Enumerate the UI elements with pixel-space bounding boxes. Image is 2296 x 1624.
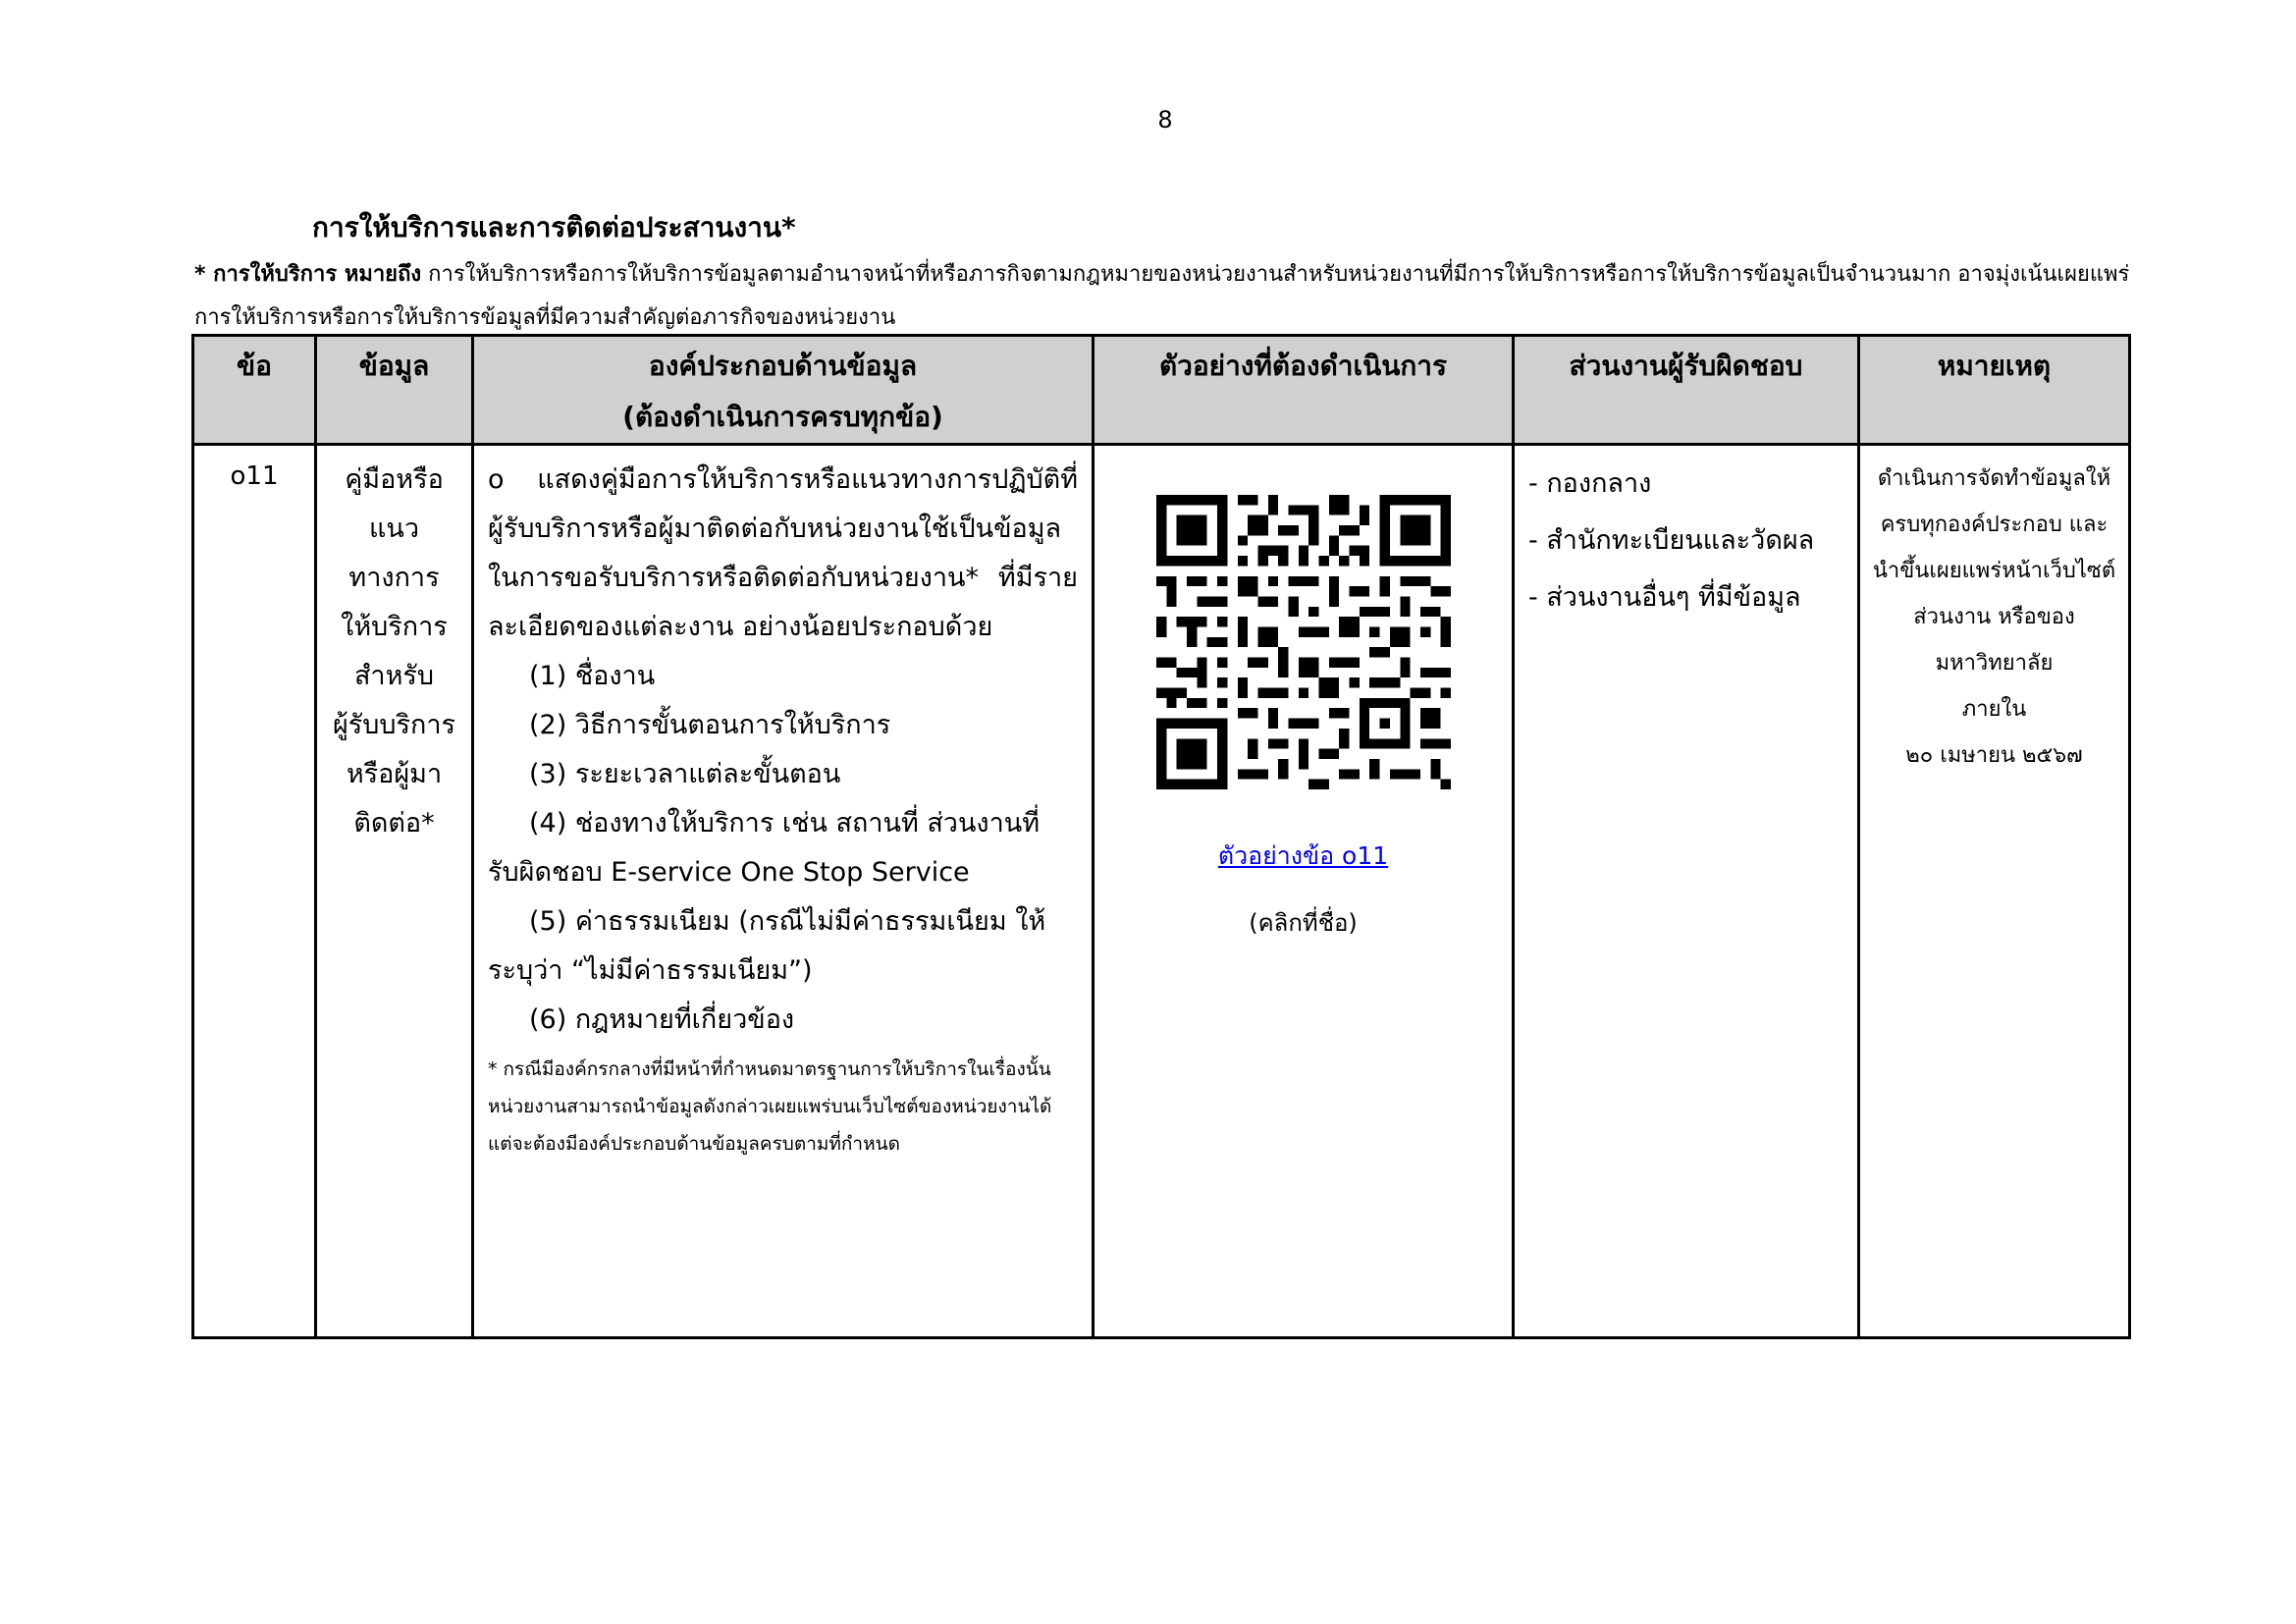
topic-line: ติดต่อ* xyxy=(353,808,435,839)
remarks-line: ภายใน xyxy=(1961,697,2027,722)
row-topic xyxy=(316,445,473,1338)
header-topic: ข้อมูล xyxy=(316,336,473,445)
remarks-line: มหาวิทยาลัย xyxy=(1935,651,2054,676)
header-components-line2: (ต้องดำเนินการครบทุกข้อ) xyxy=(622,401,943,433)
definition-paragraph xyxy=(194,253,2138,340)
topic-line: สำหรับ xyxy=(353,661,435,691)
component-item-6: (6) กฎหมายที่เกี่ยวข้อง xyxy=(529,1004,795,1035)
header-example: ตัวอย่างที่ต้องดำเนินการ xyxy=(1094,336,1514,445)
responsible-item: - ส่วนงานอื่นๆ ที่มีข้อมูล xyxy=(1528,582,1801,613)
page-number: 8 xyxy=(1157,106,1173,134)
components-note: * กรณีมีองค์กรกลางที่มีหน้าที่กำหนดมาตรฐานการให้บริการในเรื่องนั้น หน่วยงานสามารถนำข้อมูลดังกล่าวเผยแพร่บนเว็บไซต์ของหน่วยงานได้ แต่จะต้องมีองค์ประกอบด้านข้อมูลครบตามที่กำหนด xyxy=(488,1058,1052,1155)
remarks-line: นำขึ้นเผยแพร่หน้าเว็บไซต์ xyxy=(1872,559,2116,583)
header-components xyxy=(473,336,1094,445)
responsible-item: - กองกลาง xyxy=(1528,468,1652,499)
row-remarks xyxy=(1859,445,2130,1338)
section-title: การให้บริการและการติดต่อประสานงาน* xyxy=(312,211,796,244)
definition-term: * การให้บริการ หมายถึง xyxy=(194,262,422,287)
header-no: ข้อ xyxy=(193,336,316,445)
row-responsible xyxy=(1514,445,1859,1338)
component-item-5-cont: ระบุว่า “ไม่มีค่าธรรมเนียม”) xyxy=(488,955,813,986)
component-item-5: (5) ค่าธรรมเนียม (กรณีไม่มีค่าธรรมเนียม ให้ xyxy=(529,906,1046,937)
definition-text: การให้บริการหรือการให้บริการข้อมูลตามอำนาจหน้าที่หรือภารกิจตามกฎหมายของหน่วยงานสำหรับหน่วยงานที่มีการให้บริการหรือการให้บริการข้อมูลเป็นจำนวนมาก อาจมุ่งเน้นเผยแพร่การให้บริการหรือการให้บริการข้อมูลที่มีความสำคัญต่อภารกิจของหน่วยงาน xyxy=(194,262,2130,330)
header-responsible: ส่วนงานผู้รับผิดชอบ xyxy=(1514,336,1859,445)
component-item-4: (4) ช่องทางให้บริการ เช่น สถานที่ ส่วนงานที่ xyxy=(529,808,1041,839)
components-intro: o แสดงคู่มือการให้บริการหรือแนวทางการปฏิบัติที่ผู้รับบริการหรือผู้มาติดต่อกับหน่วยงานใช้เป็นข้อมูลในการขอรับบริการหรือติดต่อกับหน่วยงาน* ที่มีรายละเอียดของแต่ละงาน อย่างน้อยประกอบด้วย xyxy=(488,464,1078,642)
component-item-2: (2) วิธีการขั้นตอนการให้บริการ xyxy=(529,710,891,740)
topic-line: ให้บริการ xyxy=(341,612,448,642)
topic-line: คู่มือหรือ xyxy=(345,464,444,495)
topic-line: หรือผู้มา xyxy=(346,759,443,789)
topic-line: แนว xyxy=(368,514,420,544)
disclosure-table xyxy=(191,334,2131,1339)
table-row xyxy=(193,445,2130,1338)
row-number: o11 xyxy=(193,445,316,1338)
row-example xyxy=(1094,445,1514,1338)
example-link[interactable]: ตัวอย่างข้อ o11 xyxy=(1217,841,1389,870)
qr-code-icon[interactable] xyxy=(1156,495,1451,789)
responsible-item: - สำนักทะเบียนและวัดผล xyxy=(1528,525,1815,556)
topic-line: ทางการ xyxy=(348,563,440,593)
remarks-line: ครบทุกองค์ประกอบ และ xyxy=(1880,513,2109,537)
header-remarks: หมายเหตุ xyxy=(1859,336,2130,445)
table-header-row xyxy=(193,336,2130,445)
component-item-4-cont: รับผิดชอบ E-service One Stop Service xyxy=(488,857,970,888)
component-item-3: (3) ระยะเวลาแต่ละขั้นตอน xyxy=(529,759,841,789)
remarks-line: ส่วนงาน หรือของ xyxy=(1913,605,2075,629)
remarks-line: ดำเนินการจัดทำข้อมูลให้ xyxy=(1877,466,2111,491)
row-components xyxy=(473,445,1094,1338)
header-components-line1: องค์ประกอบด้านข้อมูล xyxy=(648,350,918,382)
topic-line: ผู้รับบริการ xyxy=(332,710,456,740)
component-item-1: (1) ชื่องาน xyxy=(529,661,656,691)
example-hint: (คลิกที่ชื่อ) xyxy=(1249,909,1358,937)
remarks-line: ๒๐ เมษายน ๒๕๖๗ xyxy=(1905,743,2083,768)
